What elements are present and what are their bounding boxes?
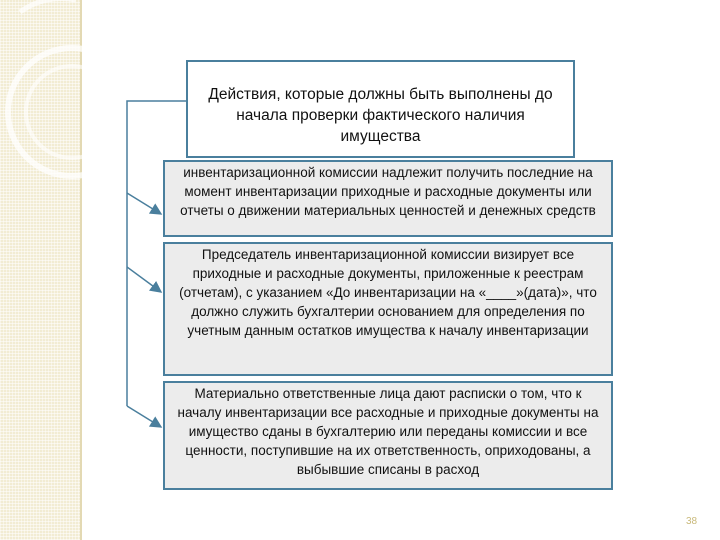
step-box-2 <box>163 242 613 376</box>
diagram-header-box <box>186 60 575 158</box>
page-number: 38 <box>686 516 698 527</box>
step-text-1: инвентаризационной комиссии надлежит получить последние на момент инвентаризации приходные и расходные документы или отчеты о движении материальных ценностей и денежных средств <box>180 165 596 218</box>
diagram-header-text: Действия, которые должны быть выполнены до начала проверки фактического наличия имущества <box>208 86 553 145</box>
step-text-3: Материально ответственные лица дают расписки о том, что к началу инвентаризации все расходные и приходные документы на имущество сданы в бухгалтерию или переданы комиссии и все ценности, поступившие на их ответственность, оприходованы, а выбывшие списаны в расход <box>177 386 599 477</box>
connector-arrow-step-3 <box>127 406 161 427</box>
step-box-3 <box>163 381 613 490</box>
connector-arrow-step-1 <box>127 193 161 214</box>
step-box-1 <box>163 160 613 237</box>
connector-arrow-step-2 <box>127 267 161 292</box>
step-text-2: Председатель инвентаризационной комиссии визирует все приходные и расходные документы, приложенные к реестрам (отчетам), с указанием «До инвентаризации на «____»(дата)», что должно служить бухгалтерии основанием для определения по учетным данным остатков имущества к началу инвентаризации <box>179 247 597 338</box>
